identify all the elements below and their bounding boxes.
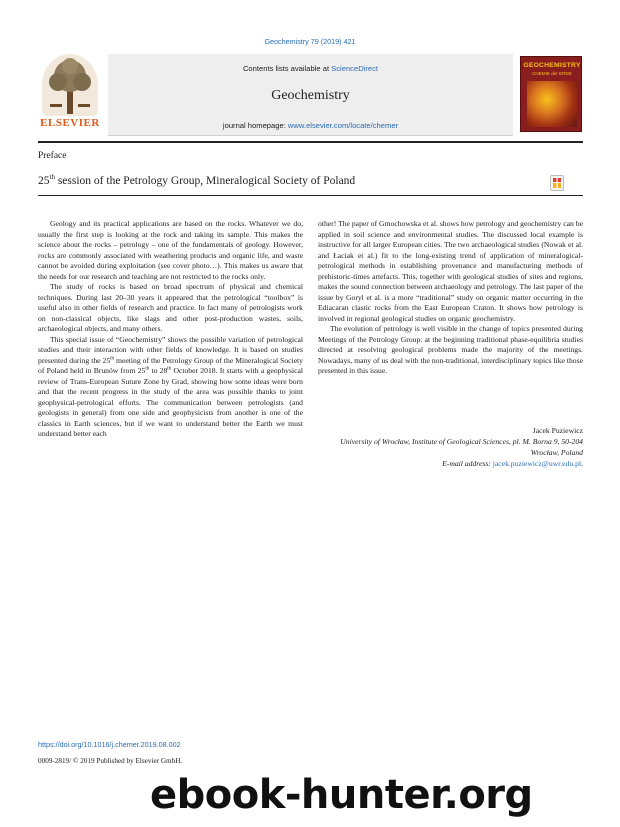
elsevier-tree-icon (42, 54, 98, 116)
text-run: This special issue of “Geochemistry” shows the possible variation of petrological studies and their interaction with other fields of knowledge. It is based on studies presented during the 25 (38, 334, 303, 365)
elsevier-logo[interactable] (38, 54, 102, 134)
author-affiliation: University of Wrocław, Institute of Geological Sciences, pl. M. Borna 9, 50-204 Wrocław, Poland (340, 437, 583, 457)
journal-citation-link[interactable]: Geochemistry 79 (2019) 421 (264, 37, 356, 46)
author-email-link[interactable]: jacek.puziewicz@uwr.edu.pl (492, 459, 582, 468)
journal-cover-thumbnail[interactable] (520, 56, 582, 132)
title-text: session of the Petrology Group, Mineralogical Society of Poland (54, 174, 356, 187)
cover-photo (527, 81, 577, 127)
contents-prefix: Contents lists available at (242, 64, 332, 73)
homepage-prefix: journal homepage: (222, 121, 288, 130)
author-email-line (318, 459, 583, 470)
sciencedirect-link[interactable]: ScienceDirect (331, 64, 379, 73)
article-section-label: Preface (38, 151, 67, 161)
watermark-text: ebook-hunter.org (150, 772, 533, 818)
text-run: meeting of the Petrology Group of the Mineralogical Society of Poland held in Brunów from 25 (38, 355, 303, 375)
paragraph (38, 335, 303, 440)
paragraph: Geology and its practical applications are based on the rocks. Whatever we do, usually the first step is looking at the rock and taking its sample. This makes the science about the rocks – petrology – one of the fundamentals of geology. However, rocks are commonly associated with weathering products and organic life, and waste cannot be avoided during exploitation (see cover photo…). This makes us aware that the needs for our research and teaching are not restricted to the rocks only. (38, 219, 303, 281)
body-column-left (38, 219, 303, 440)
paragraph: other! The paper of Gmochowska et al. shows how petrology and geochemistry can be applied in soil science and environmental studies. The discussed local example is instructive for all larger European cities. The two archaeological studies (Nowak et al. and Łaciak et al.) fit to the long-existing trend of application of mineralogical-petrological methods in establishing provenance and manufacturing methods of prehistoric-times artefacts. This, together with geological studies of sites and regions, makes the sound connection between archaeology and petrology. The last paper of the issue by Goryl et al. is a more “traditional” study on organic matter occurring in the Ediacaran clastic rocks from the East European Craton. It shows how petrology is involved in regional geological studies on organic geochemistry. (318, 219, 583, 323)
journal-homepage-link[interactable]: www.elsevier.com/locate/chemer (287, 121, 399, 130)
body-column-right (318, 219, 583, 377)
elsevier-wordmark: ELSEVIER (40, 117, 100, 129)
contents-available-line (108, 64, 513, 73)
journal-name: Geochemistry (271, 88, 350, 103)
header-divider (38, 141, 583, 143)
text-run: October 2018. It starts with a geophysical review of Trans-European Suture Zone by Grad, showing how some ideas were born and that the recent progress in the study of the area was possible thanks to joint geophysical-petrological efforts. The communication between petrologists (and geologists in general) from one side and geophysicists from another is one of the classics in Earth sciences, but if we want to understand better the Earth we must understand better each (38, 366, 304, 438)
email-label: E-mail address: (442, 459, 491, 468)
ordinal-suffix: th (167, 366, 172, 372)
doi-link[interactable]: https://doi.org/10.1016/j.chemer.2019.08.002 (38, 740, 181, 749)
text-run: to 28 (149, 366, 168, 375)
article-title (38, 173, 355, 187)
paragraph: The evolution of petrology is well visible in the change of topics presented during Meetings of the Petrology Group: at the beginning traditional phase-equilibria studies directed at resolving geological problems made the majority of the meetings. Nowadays, many of us deal with the non-traditional, interdisciplinary topics like those presented in this issue. (318, 324, 583, 375)
ordinal-suffix: th (110, 355, 115, 361)
cover-subtitle: CHEMIE der ERDE (532, 71, 572, 76)
journal-homepage-line (108, 121, 513, 130)
journal-header (38, 54, 583, 136)
copyright-notice: 0009-2819/ © 2019 Published by Elsevier GmbH. (38, 757, 183, 765)
crossmark-icon[interactable] (550, 175, 564, 191)
title-divider (38, 195, 583, 196)
title-number: 25 (38, 174, 50, 187)
author-name: Jacek Puziewicz (532, 426, 583, 435)
journal-banner (108, 54, 513, 136)
cover-title: GEOCHEMISTRY (523, 62, 581, 69)
title-ordinal-suffix: th (49, 173, 55, 181)
email-period: . (581, 459, 583, 468)
paragraph: The study of rocks is based on broad spectrum of physical and chemical techniques. During last 20–30 years it appeared that the petrological “toolbox” is useful also in other fields of research and practice. In fact many of petrologists work on non-classical objects, like slags and other post-production wastes, soils, archaeological objects, and many others. (38, 282, 303, 333)
ordinal-suffix: th (145, 366, 150, 372)
